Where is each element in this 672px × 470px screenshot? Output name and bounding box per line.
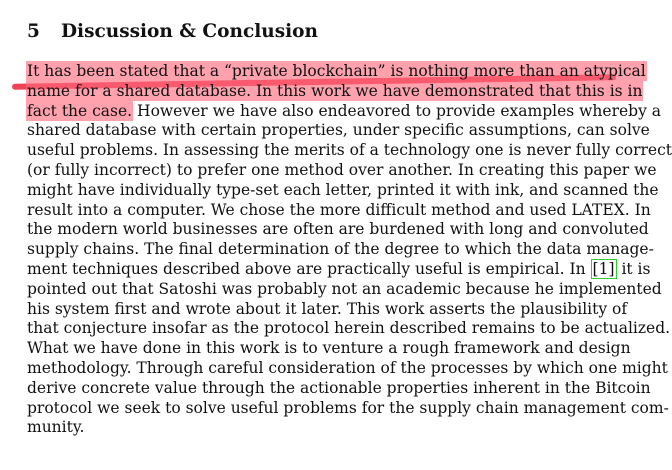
paragraph-line: munity. xyxy=(27,418,85,437)
section-heading xyxy=(27,21,318,42)
paragraph-line xyxy=(27,259,651,280)
section-title: Discussion & Conclusion xyxy=(61,21,318,42)
section-number: 5 xyxy=(27,21,40,42)
highlighted-text: It has been stated that a “private blockchain” is nothing more than an atypical xyxy=(27,62,646,80)
text-segment: it is xyxy=(621,259,651,278)
text-segment: ment techniques described above are practically useful is empirical. In xyxy=(27,259,586,278)
paragraph-line: (or fully incorrect) to prefer one method over another. In creating this paper we xyxy=(27,160,657,179)
highlighted-text: fact the case. xyxy=(27,101,133,120)
paragraph-line: What we have done in this work is to venture a rough framework and design xyxy=(27,339,631,358)
paragraph-line xyxy=(27,101,661,122)
text-segment: However we have also endeavored to provide examples whereby a xyxy=(137,101,661,120)
paragraph-line: that conjecture insofar as the protocol herein described remains to be actualized. xyxy=(27,319,671,338)
paragraph-line: might have individually type-set each letter, printed it with ink, and scanned the xyxy=(27,180,659,199)
paragraph-line: the modern world businesses are often are burdened with long and convoluted xyxy=(27,220,649,239)
paragraph-line: result into a computer. We chose the more difficult method and used LATEX. In xyxy=(27,200,651,219)
citation-link[interactable]: [1] xyxy=(592,259,615,278)
paragraph-line: derive concrete value through the actionable properties inherent in the Bitcoin xyxy=(27,378,651,397)
highlighted-text: name for a shared database. In this work we have demonstrated that this is in xyxy=(27,81,643,100)
paragraph-line: pointed out that Satoshi was probably not an academic because he implemented xyxy=(27,279,662,298)
discussion-paragraph xyxy=(27,62,672,438)
paragraph-line xyxy=(27,81,643,102)
paragraph-line: methodology. Through careful consideration of the processes by which one might xyxy=(27,358,668,377)
paragraph-line xyxy=(27,62,646,82)
paragraph-line: supply chains. The final determination of the degree to which the data manage- xyxy=(27,240,654,259)
paragraph-line: protocol we seek to solve useful problems for the supply chain management com- xyxy=(27,398,669,417)
paragraph-line: useful problems. In assessing the merits of a technology one is never fully correct xyxy=(27,141,672,160)
paragraph-line: shared database with certain properties, under specific assumptions, can solve xyxy=(27,121,650,140)
paragraph-line: his system first and wrote about it later. This work asserts the plausibility of xyxy=(27,299,628,318)
